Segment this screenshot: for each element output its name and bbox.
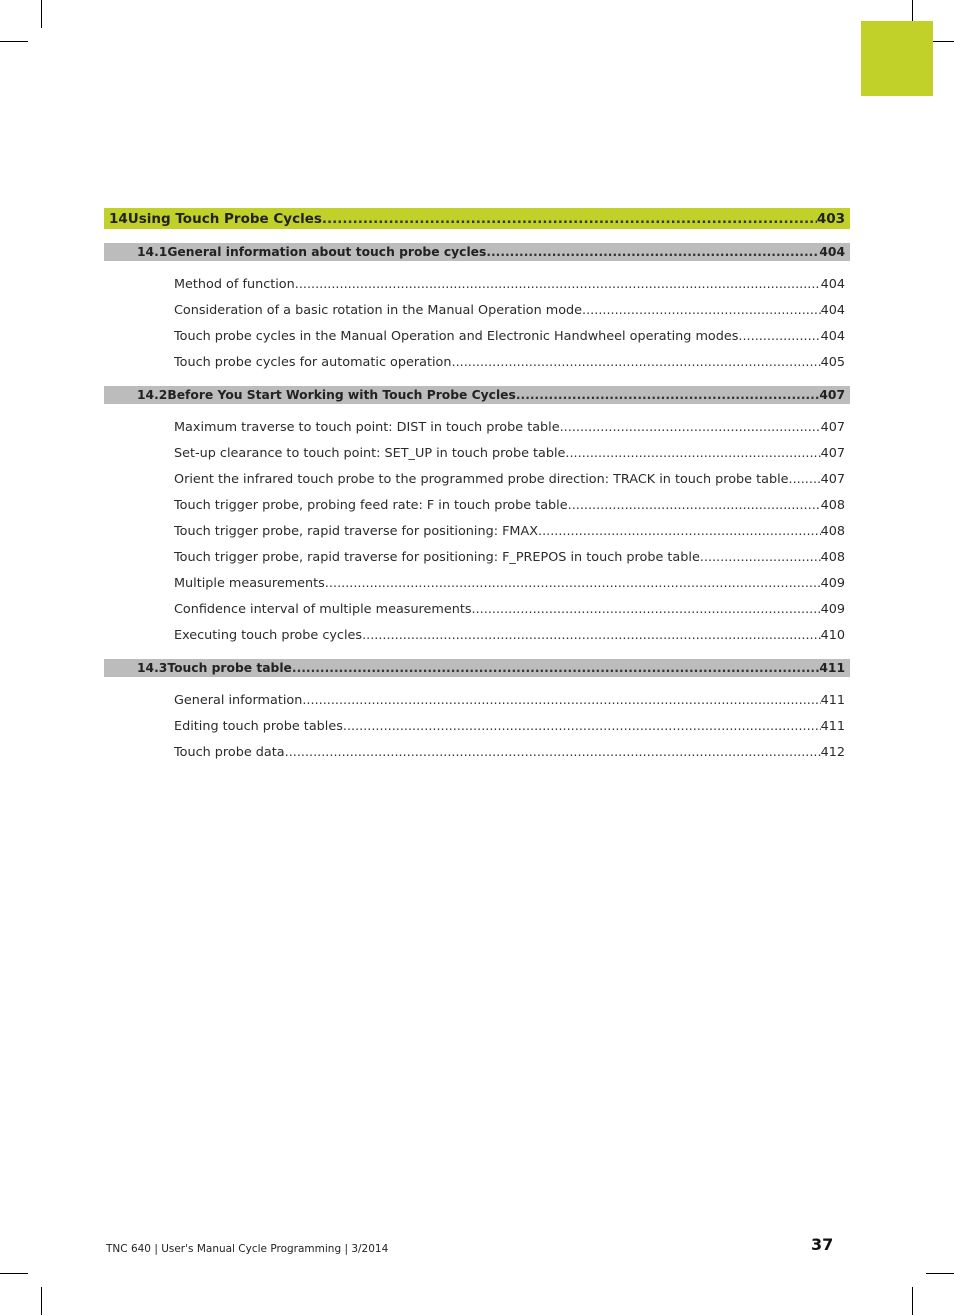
section-title: General information about touch probe cycles — [167, 245, 487, 259]
leader-dots — [789, 472, 821, 487]
item-page: 411 — [820, 718, 845, 734]
leader-dots — [516, 388, 819, 402]
leader-dots — [292, 661, 819, 675]
item-title: Method of function — [174, 276, 295, 292]
leader-dots — [486, 245, 819, 259]
toc-item-row[interactable] — [104, 687, 850, 713]
toc-item-row[interactable] — [104, 323, 850, 349]
section-title: Before You Start Working with Touch Probe Cycles — [167, 388, 516, 402]
item-title: Confidence interval of multiple measurements — [174, 601, 472, 617]
item-title: Orient the infrared touch probe to the programmed probe direction: TRACK in touch probe table — [174, 471, 789, 487]
item-page: 409 — [820, 601, 845, 617]
toc-section-row[interactable] — [104, 659, 850, 677]
table-of-contents — [104, 208, 850, 776]
leader-dots — [285, 745, 821, 760]
leader-dots — [452, 355, 821, 370]
leader-dots — [302, 693, 820, 708]
toc-item-row[interactable] — [104, 596, 850, 622]
item-title: Touch probe cycles for automatic operation — [174, 354, 452, 370]
item-title: Editing touch probe tables — [174, 718, 343, 734]
leader-dots — [582, 303, 821, 318]
item-page: 408 — [820, 497, 845, 513]
leader-dots — [362, 628, 820, 643]
toc-item-row[interactable] — [104, 440, 850, 466]
item-page: 405 — [820, 354, 845, 370]
item-title: General information — [174, 692, 303, 708]
item-title: Multiple measurements — [174, 575, 325, 591]
section-page: 404 — [819, 245, 845, 259]
item-page: 409 — [820, 575, 845, 591]
item-title: Set-up clearance to touch point: SET_UP in touch probe table — [174, 445, 566, 461]
chapter-title: Using Touch Probe Cycles — [127, 210, 322, 227]
section-number: 14.2 — [137, 388, 168, 402]
leader-dots — [738, 329, 820, 344]
toc-section-row[interactable] — [104, 243, 850, 261]
leader-dots — [472, 602, 821, 617]
item-title: Touch trigger probe, rapid traverse for positioning: FMAX — [174, 523, 538, 539]
section-number: 14.1 — [137, 245, 168, 259]
item-title: Touch trigger probe, probing feed rate: F in touch probe table — [174, 497, 568, 513]
toc-item-row[interactable] — [104, 349, 850, 375]
item-page: 407 — [820, 471, 845, 487]
section-title: Touch probe table — [167, 661, 292, 675]
toc-item-row[interactable] — [104, 297, 850, 323]
toc-sections — [104, 243, 850, 765]
item-title: Touch probe cycles in the Manual Operation and Electronic Handwheel operating modes — [174, 328, 739, 344]
item-page: 404 — [820, 302, 845, 318]
toc-item-row[interactable] — [104, 713, 850, 739]
crop-mark — [0, 1273, 28, 1274]
item-page: 407 — [820, 419, 845, 435]
item-page: 404 — [820, 328, 845, 344]
chapter-page: 403 — [816, 210, 845, 227]
toc-item-group — [104, 687, 850, 765]
leader-dots — [565, 446, 820, 461]
toc-item-group — [104, 414, 850, 648]
item-title: Touch trigger probe, rapid traverse for positioning: F_PREPOS in touch probe table — [174, 549, 700, 565]
leader-dots — [560, 420, 821, 435]
item-page: 408 — [820, 523, 845, 539]
item-title: Touch probe data — [174, 744, 285, 760]
chapter-number: 14 — [109, 210, 128, 227]
toc-item-row[interactable] — [104, 518, 850, 544]
item-page: 404 — [820, 276, 845, 292]
item-page: 407 — [820, 445, 845, 461]
leader-dots — [325, 576, 821, 591]
toc-item-row[interactable] — [104, 466, 850, 492]
leader-dots — [322, 211, 817, 227]
footer-text: TNC 640 | User's Manual Cycle Programming | 3/2014 — [106, 1243, 389, 1255]
leader-dots — [538, 524, 821, 539]
toc-item-row[interactable] — [104, 544, 850, 570]
leader-dots — [568, 498, 821, 513]
item-page: 408 — [820, 549, 845, 565]
toc-item-group — [104, 271, 850, 375]
item-title: Executing touch probe cycles — [174, 627, 363, 643]
toc-item-row[interactable] — [104, 570, 850, 596]
item-page: 411 — [820, 692, 845, 708]
section-page: 407 — [819, 388, 845, 402]
toc-item-row[interactable] — [104, 271, 850, 297]
leader-dots — [343, 719, 821, 734]
page-number: 37 — [811, 1235, 834, 1254]
crop-mark — [41, 1287, 42, 1315]
chapter-tab-marker — [861, 21, 933, 96]
toc-section-row[interactable] — [104, 386, 850, 404]
crop-mark — [926, 1273, 954, 1274]
toc-item-row[interactable] — [104, 622, 850, 648]
item-title: Maximum traverse to touch point: DIST in touch probe table — [174, 419, 560, 435]
leader-dots — [295, 277, 821, 292]
item-page: 412 — [820, 744, 845, 760]
toc-item-row[interactable] — [104, 492, 850, 518]
crop-mark — [0, 41, 28, 42]
toc-item-row[interactable] — [104, 414, 850, 440]
item-page: 410 — [820, 627, 845, 643]
leader-dots — [700, 550, 821, 565]
toc-item-row[interactable] — [104, 739, 850, 765]
crop-mark — [912, 1287, 913, 1315]
item-title: Consideration of a basic rotation in the Manual Operation mode — [174, 302, 583, 318]
crop-mark — [41, 0, 42, 28]
section-number: 14.3 — [137, 661, 168, 675]
toc-chapter-row[interactable] — [104, 208, 850, 229]
section-page: 411 — [819, 661, 845, 675]
